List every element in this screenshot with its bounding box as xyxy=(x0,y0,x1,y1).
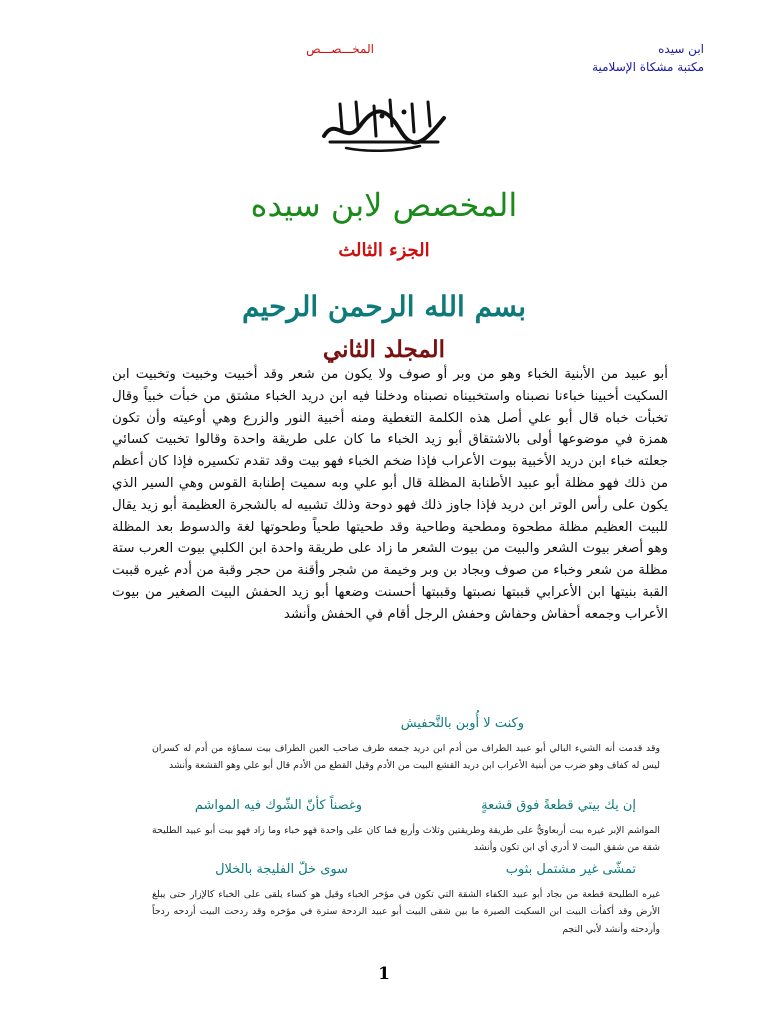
book-title: المخصص لابن سيده xyxy=(250,186,518,224)
basmala-calligraphy-logo xyxy=(316,96,452,152)
verse-line-1: وكنت لا أُوبن بالتَّحفيش xyxy=(400,716,524,731)
page-number: 1 xyxy=(378,964,390,984)
verse-line-3-first-hemistich: تمشّى غير مشتمل بثوب xyxy=(505,862,636,877)
header-library: مكتبة مشكاة الإسلامية xyxy=(592,60,704,74)
header-right xyxy=(592,40,704,76)
volume-title: المجلد الثاني xyxy=(322,336,446,363)
basmala-heading: بسم الله الرحمن الرحيم xyxy=(242,290,526,323)
part-title: الجزء الثالث xyxy=(338,240,430,261)
note-paragraph-1: وقد قدمت أنه الشيء البالي أبو عبيد الطراف من أدم ابن دريد جمعه طرف صاحب العين الطراف بيت سماؤه من أدم له كسران ليس له كفاف وهو ضرب من أبنية الأعراب ابن دريد القشع البيت من الأدم وقيل القطع من الأدم قال أبو علي وهو القشعة وأنشد xyxy=(152,743,660,772)
note-paragraph-3: غيره الطليحة قطعة من بجاد أبو عبيد الكفاء الشقة التي تكون في مؤخر الخباء وقيل هو كساء يلقى على الخباء كالإزار حتى يبلغ الأرض وقد أكفأت البيت ابن السكيت الصيرة ما بين شقى البيت أبو عبيد الردحة سترة في مؤخره وقد ردحت البيت أردحه ردحاً وأردحته وأنشد لأبي النجم xyxy=(152,889,660,935)
note-paragraph-2: المواشم الإبر غيره بيت أربعاويٌّ على طريقة وطريقتين وثلاث وأربع فما كان على واحدة فهو خباء وما زاد فهو بيت أبو عبيد الطليحة شقة من شقق البيت لا أدري أي ابن تكون وأنشد xyxy=(152,825,660,854)
verse-line-2-first-hemistich: إن يك بيتي قطعةً فوق قشعةٍ xyxy=(481,798,636,813)
body-paragraph: أبو عبيد من الأبنية الخباء وهو من وبر أو صوف ولا يكون من شعر وقد أخبيت وخبيت وتخبيت ابن السكيت أخبينا خباءنا نصبناه واستخبيناه نصبناه ودخلنا فيه ابن دريد الخباء مشتق من خبأت خبياً وقال تخبأت خباه قال أبو علي أصل هذه الكلمة التغطية ومنه أخبية النور والزرع وهي أوعيته وأن تكون همزة في موضوعها أولى بالاشتقاق أبو زيد الخباء ما كان على طريقة واحدة وقالوا تخبيت كسائي جعلته خباء ابن دريد الأخبية بيوت الأعراب فإذا ضخم الخباء فهو بيت وقد تقدم تكسيره فإذا كان أعظم من ذلك فهو مظلة أبو عبيد الأطنابة المظلة قال أبو علي وبه سميت إطنابة القوس وهي السير الذي يكون على رأس الوتر ابن دريد فإذا جاوز ذلك فهو دوحة وذلك تشبيه له بالشجرة العظيمة أبو زيد يقال للبيت العظيم مظلة مطحوة ومطحية وطاحية وقد طحيتها طحياً وطحوتها لغة والدسوط بعد المظلة وهو أصغر بيوت الشعر والبيت من بيوت الشعر ما زاد على طريقة واحدة ابن الكلبي بيوت العرب ستة مظلة من شعر وخباء من صوف وبجاد بن وبر وخيمة من شجر وأقنة من حجر وقبة من أدم غيره قببت القبة بنيتها ابن الأعرابي قببتها نصبتها وقببتها أحسنت وضعها أبو زيد الحفش البيت الصغير من بيوت الأعراب وجمعه أحفاش وحفاش وحفش الرجل أقام في الحفش وأنشد xyxy=(112,367,668,622)
header-book-short: المخـــصـــص xyxy=(306,42,374,56)
verse-line-2-second-hemistich: وغصناً كأنّ الشّوك فيه المواشم xyxy=(194,798,362,813)
verse-line-3-second-hemistich: سوى خلّ الفليجة بالخلال xyxy=(215,862,348,877)
header-author: ابن سيده xyxy=(658,42,704,56)
